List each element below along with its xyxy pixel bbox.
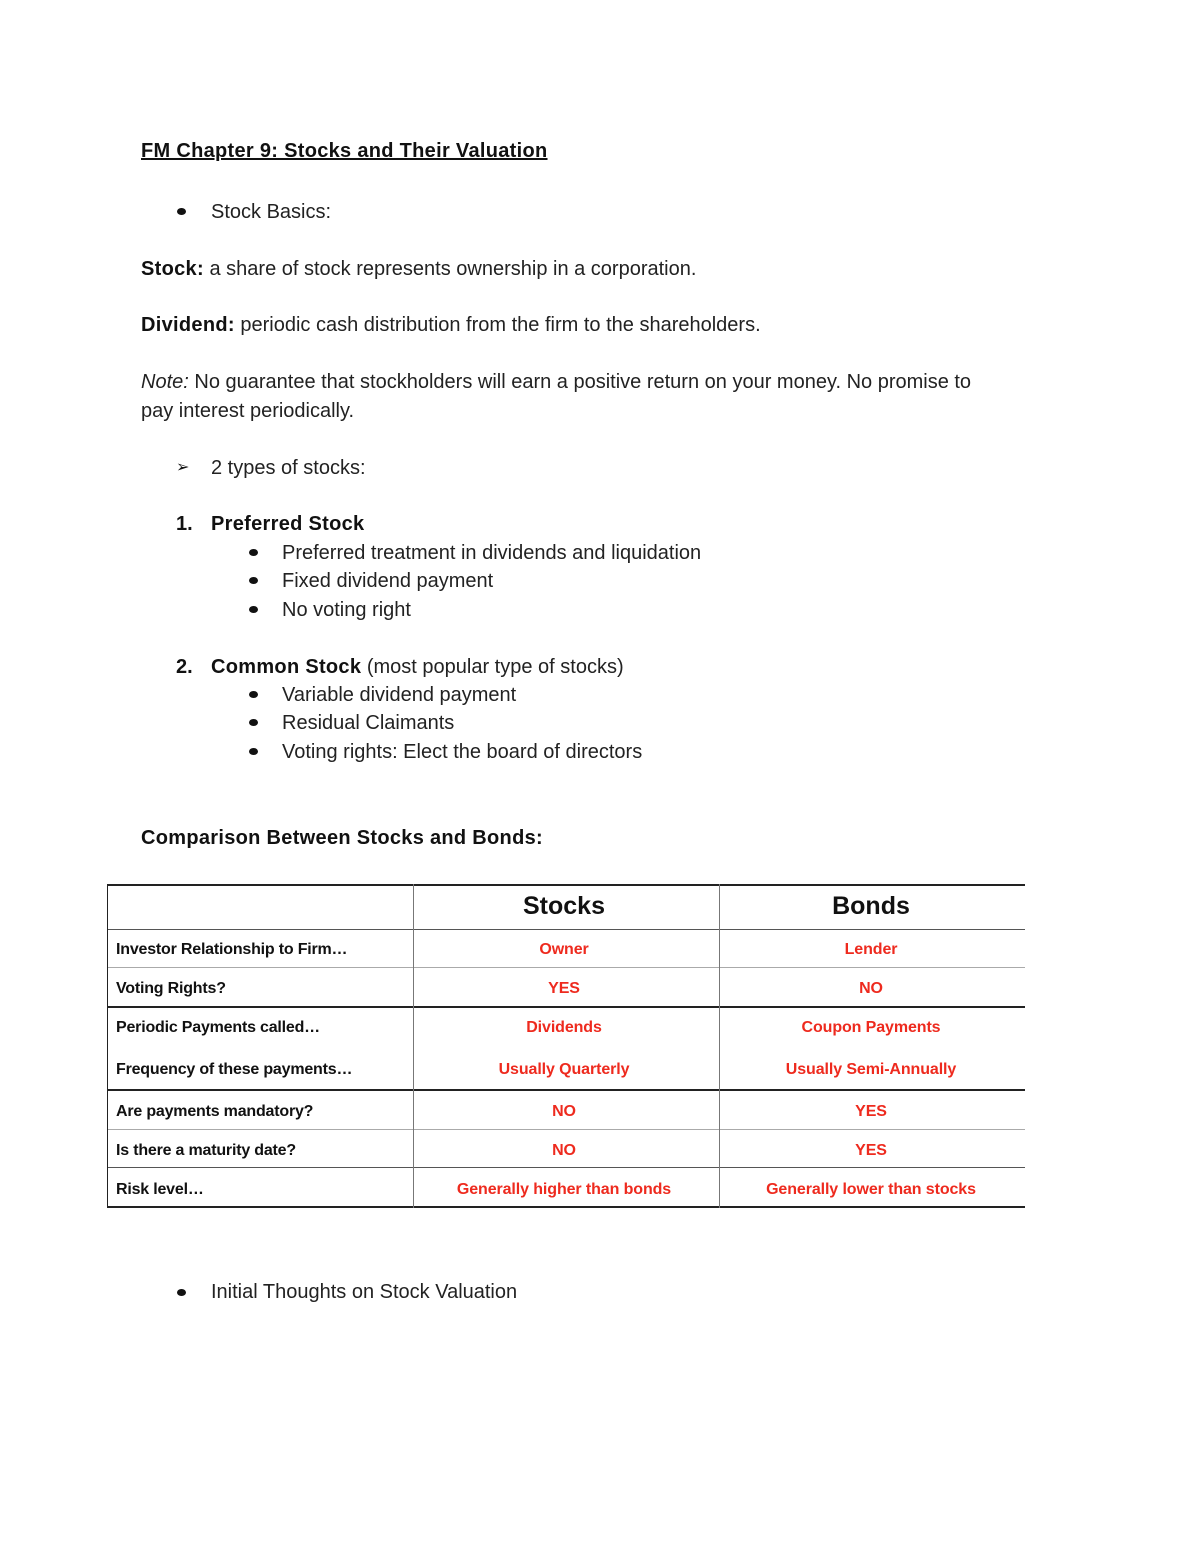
page-title: FM Chapter 9: Stocks and Their Valuation	[141, 140, 548, 162]
comparison-table	[107, 884, 1025, 1208]
table-rule	[107, 1006, 1025, 1008]
note-text-1: No guarantee that stockholders will earn a positive return on your money. No promise to	[188, 371, 972, 393]
bonds-value: YES	[855, 1103, 887, 1120]
bullet-icon	[177, 1289, 186, 1296]
list-item: Preferred treatment in dividends and liquidation	[282, 542, 702, 564]
bullet-icon	[249, 719, 258, 726]
note-line-2: pay interest periodically.	[141, 400, 355, 422]
stock-def-text: a share of stock represents ownership in a corporation.	[203, 258, 697, 280]
table-rule	[107, 1089, 1025, 1091]
bullet-icon	[249, 577, 258, 584]
stock-basics-heading: Stock Basics:	[211, 201, 332, 223]
table-rule	[107, 1206, 1025, 1208]
types-heading: 2 types of stocks:	[211, 457, 366, 479]
bonds-value: Lender	[844, 941, 898, 958]
stocks-value: YES	[548, 980, 580, 997]
stocks-value: Generally higher than bonds	[456, 1181, 672, 1198]
stocks-value: Owner	[539, 941, 589, 958]
stocks-value: NO	[552, 1142, 576, 1159]
table-rule	[107, 884, 108, 1208]
row-label: Voting Rights?	[116, 980, 226, 997]
row-label: Is there a maturity date?	[116, 1142, 296, 1159]
bonds-value: NO	[859, 980, 883, 997]
list-item: Voting rights: Elect the board of directors	[282, 741, 643, 763]
table-rule	[107, 967, 1025, 968]
bonds-value: Usually Semi-Annually	[785, 1061, 957, 1078]
row-label: Periodic Payments called…	[116, 1019, 320, 1036]
row-label: Risk level…	[116, 1181, 204, 1198]
note-line-1	[141, 368, 971, 396]
list-item: No voting right	[282, 599, 411, 621]
row-label: Investor Relationship to Firm…	[116, 941, 348, 958]
list-item: Variable dividend payment	[282, 684, 517, 706]
row-label: Frequency of these payments…	[116, 1061, 353, 1078]
note-label: Note:	[141, 371, 189, 393]
bullet-icon	[177, 208, 186, 215]
list-item: Fixed dividend payment	[282, 570, 494, 592]
table-rule	[107, 1167, 1025, 1168]
list-item: Residual Claimants	[282, 712, 455, 734]
common-stock-heading	[211, 653, 624, 681]
common-stock-title: Common Stock	[211, 656, 362, 678]
table-rule	[107, 1129, 1025, 1130]
arrow-bullet-icon: ➢	[176, 459, 190, 476]
header-stocks: Stocks	[523, 892, 605, 920]
list-number: 1.	[176, 513, 193, 535]
table-rule	[107, 884, 1025, 886]
bullet-icon	[249, 549, 258, 556]
comparison-heading: Comparison Between Stocks and Bonds:	[141, 827, 543, 849]
stock-term: Stock:	[141, 258, 204, 280]
dividend-def-text: periodic cash distribution from the firm to the shareholders.	[234, 314, 761, 336]
bonds-value: Coupon Payments	[801, 1019, 941, 1036]
table-rule	[719, 884, 720, 1208]
bullet-icon	[249, 691, 258, 698]
bonds-value: Generally lower than stocks	[766, 1181, 976, 1198]
header-bonds: Bonds	[832, 892, 910, 920]
stocks-value: NO	[552, 1103, 576, 1120]
dividend-definition	[141, 311, 761, 339]
initial-thoughts-heading: Initial Thoughts on Stock Valuation	[211, 1281, 518, 1303]
preferred-stock-title: Preferred Stock	[211, 513, 365, 535]
dividend-term: Dividend:	[141, 314, 235, 336]
stock-definition	[141, 255, 696, 283]
row-label: Are payments mandatory?	[116, 1103, 314, 1120]
stocks-value: Usually Quarterly	[498, 1061, 630, 1078]
common-stock-subtitle: (most popular type of stocks)	[361, 656, 624, 678]
bonds-value: YES	[855, 1142, 887, 1159]
list-number: 2.	[176, 656, 193, 678]
stocks-value: Dividends	[526, 1019, 602, 1036]
bullet-icon	[249, 606, 258, 613]
table-rule	[107, 929, 1025, 930]
bullet-icon	[249, 748, 258, 755]
